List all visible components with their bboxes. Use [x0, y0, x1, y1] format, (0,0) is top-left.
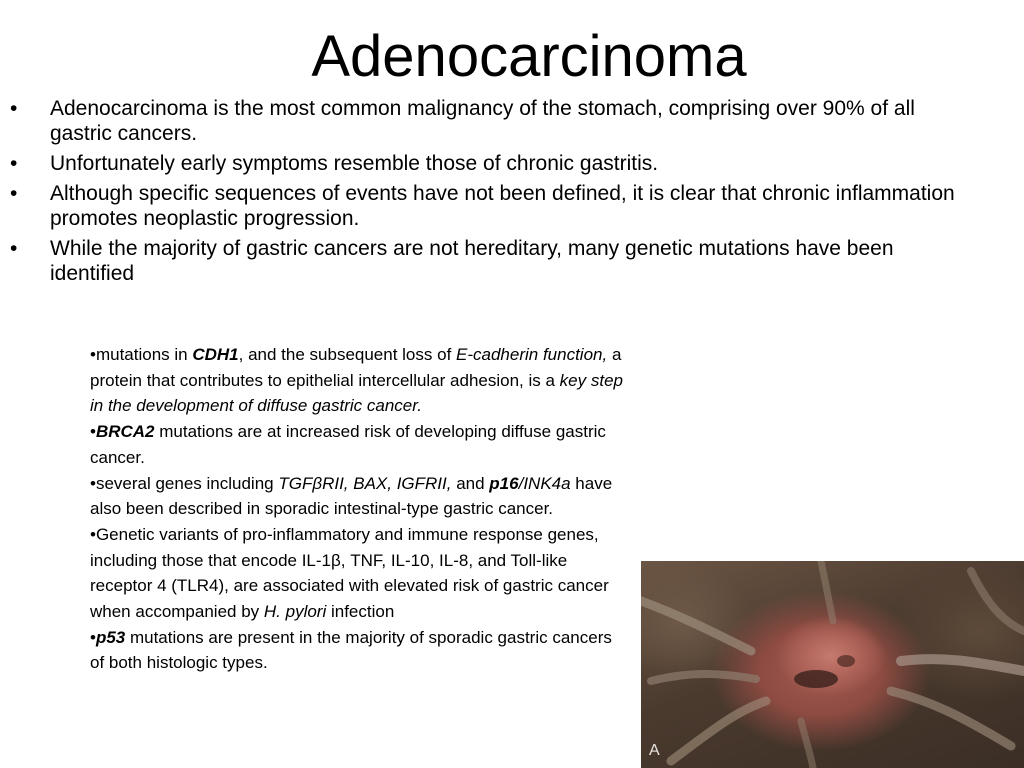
detail-p53 [90, 625, 630, 676]
mucosal-folds-illustration [641, 561, 1024, 768]
gene-list: TGFβRII, BAX, IGFRII, [278, 473, 452, 493]
detail-text: and [451, 473, 490, 493]
detail-text: •Genetic variants of pro-inflammatory and immune response genes, including those that encode IL-1β, TNF, IL-10, IL-8, and Toll-like receptor 4 (TLR4), are associated with elevated risk of gastric cancer when accompanied by [90, 524, 609, 622]
detail-text: have also been described in sporadic intestinal-type gastric cancer. [90, 473, 613, 519]
main-bullet-item [0, 236, 960, 286]
bullet-marker: • [10, 237, 18, 260]
gene-name: p16 [489, 473, 519, 493]
main-bullet-text: Unfortunately early symptoms resemble those of chronic gastritis. [50, 152, 659, 175]
gene-name: CDH1 [192, 345, 239, 364]
main-bullet-list [0, 96, 960, 291]
detail-text: •several genes including [90, 473, 279, 493]
detail-text: •mutations in [90, 345, 193, 364]
organism-name: H. pylori [263, 602, 327, 622]
bullet-marker: • [10, 152, 18, 175]
gene-name: /INK4a [518, 473, 571, 493]
detail-text: mutations are at increased risk of developing diffuse gastric cancer. [90, 422, 606, 467]
detail-cdh1 [90, 342, 630, 419]
main-bullet-item [0, 151, 960, 176]
detail-several-genes [90, 471, 630, 522]
slide-title: Adenocarcinoma [311, 24, 747, 89]
detail-text: • [90, 422, 96, 442]
main-bullet-item [0, 181, 960, 231]
main-bullet-text: Adenocarcinoma is the most common malignancy of the stomach, comprising over 90% of all gastric cancers. [50, 97, 915, 145]
detail-text: a protein that contributes to epithelial intercellular adhesion, is a [90, 345, 622, 390]
detail-text: mutations are present in the majority of sporadic gastric cancers of both histologic types. [90, 627, 612, 673]
gastric-specimen-photo [641, 561, 1024, 768]
detail-brca2 [90, 419, 630, 470]
gene-name: BRCA2 [95, 422, 155, 442]
bullet-marker: • [10, 97, 18, 120]
main-bullet-item [0, 96, 960, 146]
detail-text: , and the subsequent loss of [238, 345, 457, 364]
main-bullet-text: Although specific sequences of events have not been defined, it is clear that chronic inflammation promotes neoplastic progression. [50, 182, 955, 230]
main-bullet-text: While the majority of gastric cancers are not hereditary, many genetic mutations have been identified [50, 237, 894, 285]
detail-text: • [90, 627, 96, 647]
detail-text: infection [326, 602, 395, 622]
gene-name: p53 [95, 627, 126, 647]
detail-emphasis: E-cadherin function, [456, 345, 608, 364]
detail-genetic-variants [90, 522, 630, 625]
photo-panel-label: A [649, 742, 660, 759]
detail-emphasis: key step in the development of diffuse gastric cancer. [90, 370, 623, 416]
genetic-details-block [90, 342, 630, 676]
bullet-marker: • [10, 182, 18, 205]
